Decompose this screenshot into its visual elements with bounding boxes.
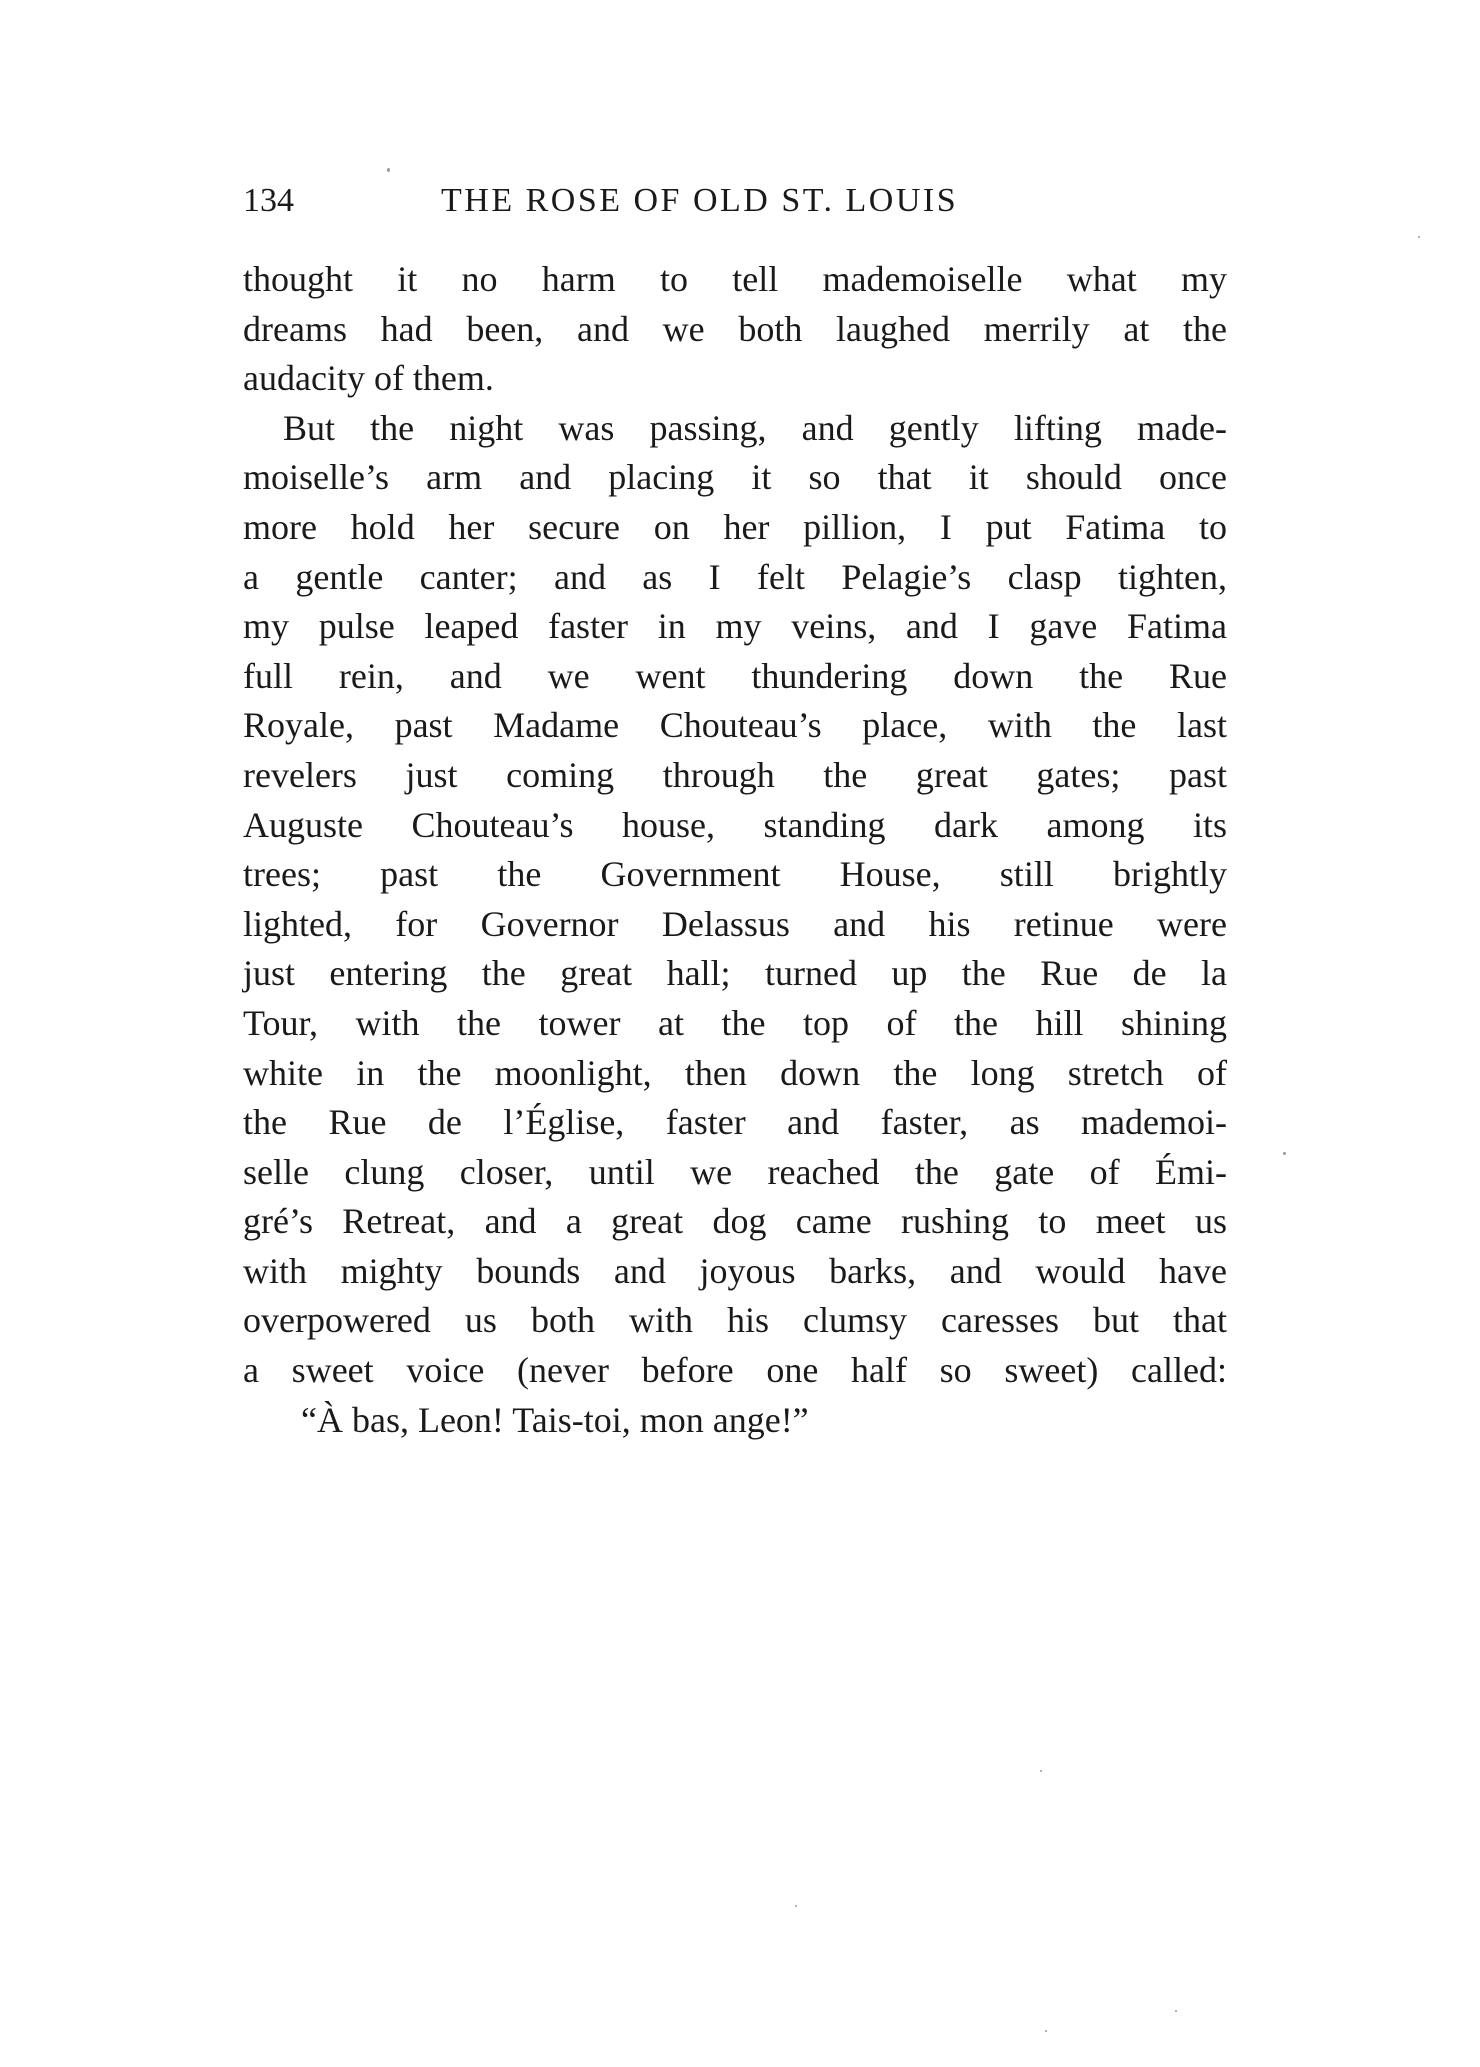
page-number: 134	[243, 182, 294, 219]
text-line: gré’s Retreat, and a great dog came rushing to meet us	[243, 1201, 1227, 1242]
scan-speck	[1418, 236, 1420, 238]
text-line: dreams had been, and we both laughed merrily at the	[243, 308, 1227, 349]
dialogue-line: “À bas, Leon! Tais-toi, mon ange!”	[301, 1399, 809, 1440]
text-line: a gentle canter; and as I felt Pelagie’s clasp tighten,	[243, 556, 1227, 597]
text-line: revelers just coming through the great gates; past	[243, 754, 1227, 795]
text-line: white in the moonlight, then down the long stretch of	[243, 1052, 1227, 1093]
text-line: Tour, with the tower at the top of the hill shining	[243, 1002, 1227, 1043]
text-line: moiselle’s arm and placing it so that it should once	[243, 457, 1227, 498]
text-line: full rein, and we went thundering down the Rue	[243, 655, 1227, 696]
text-line: overpowered us both with his clumsy caresses but that	[243, 1300, 1227, 1341]
text-line: just entering the great hall; turned up the Rue de la	[243, 953, 1227, 994]
running-head	[243, 182, 1228, 232]
text-line: with mighty bounds and joyous barks, and would have	[243, 1250, 1227, 1291]
text-line: selle clung closer, until we reached the gate of Émi-	[243, 1151, 1227, 1192]
scan-speck	[1283, 1152, 1286, 1155]
scan-speck	[1175, 2010, 1177, 2012]
scan-speck	[1040, 1770, 1042, 1772]
text-line: my pulse leaped faster in my veins, and I gave Fatima	[243, 606, 1227, 647]
text-line: lighted, for Governor Delassus and his retinue were	[243, 903, 1227, 944]
scan-speck	[387, 168, 390, 172]
scan-speck	[795, 1905, 797, 1907]
text-line: audacity of them.	[243, 358, 494, 399]
text-line: more hold her secure on her pillion, I put Fatima to	[243, 506, 1227, 547]
text-line: the Rue de l’Église, faster and faster, as mademoi-	[243, 1102, 1227, 1143]
text-line: Auguste Chouteau’s house, standing dark among its	[243, 804, 1227, 845]
running-title: THE ROSE OF OLD ST. LOUIS	[441, 182, 959, 219]
text-line: a sweet voice (never before one half so sweet) called:	[243, 1350, 1227, 1391]
text-line: trees; past the Government House, still brightly	[243, 854, 1227, 895]
paragraph-start-line: But the night was passing, and gently lifting made-	[283, 407, 1227, 448]
scan-speck	[1045, 2030, 1047, 2032]
body-text	[243, 255, 1227, 1445]
text-line: Royale, past Madame Chouteau’s place, with the last	[243, 705, 1227, 746]
text-line: thought it no harm to tell mademoiselle what my	[243, 259, 1227, 299]
